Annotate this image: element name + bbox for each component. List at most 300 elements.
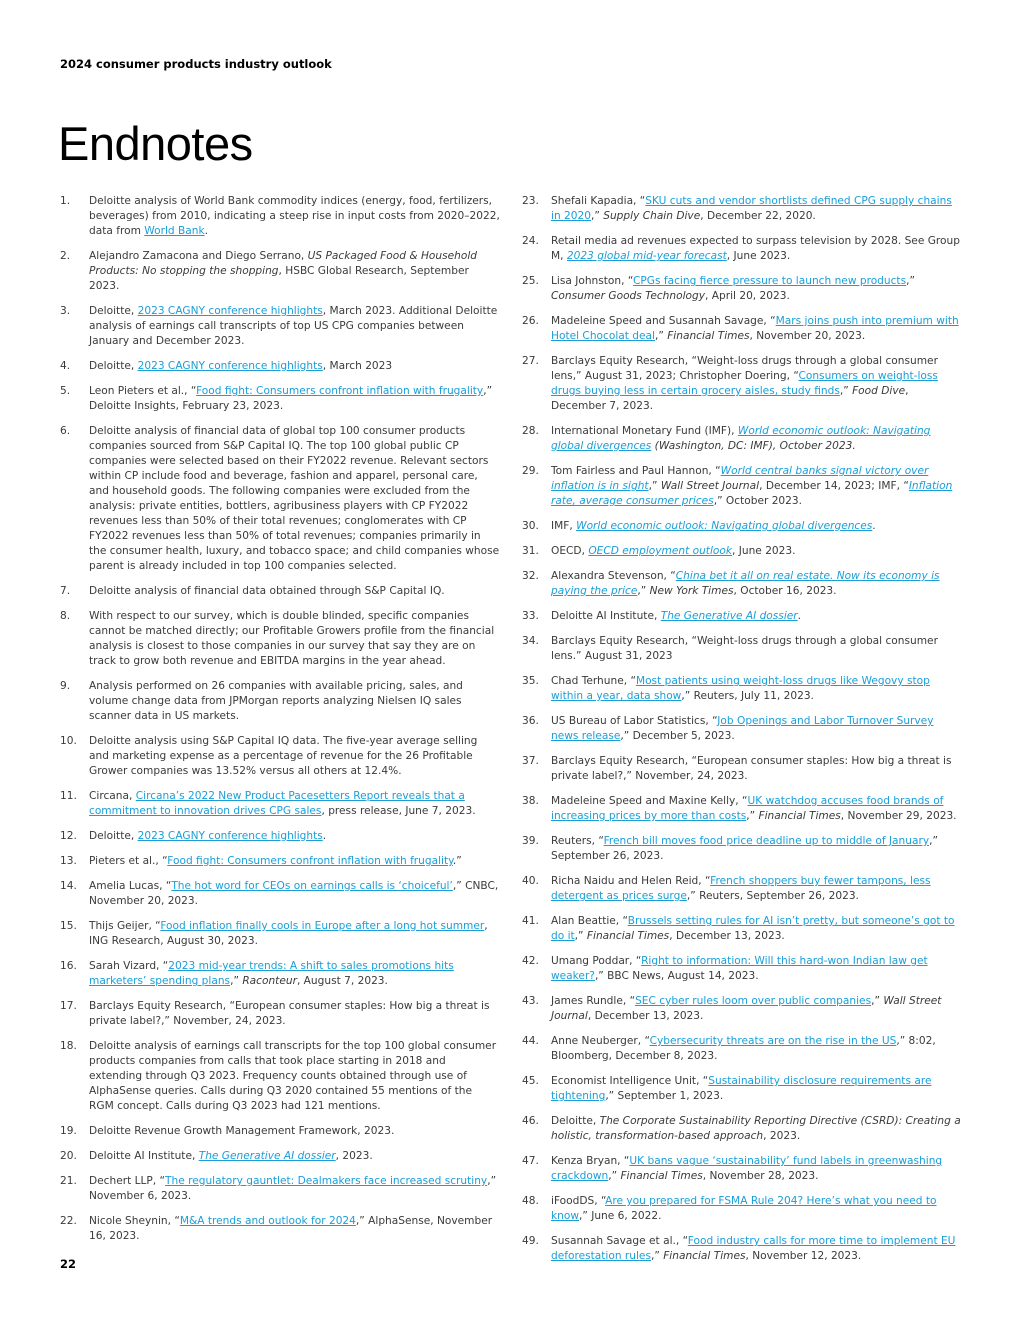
endnote-number: 3.: [60, 305, 71, 317]
endnote-number: 24.: [522, 235, 539, 247]
endnote-text: [551, 545, 796, 557]
endnote-item: [60, 879, 500, 909]
document-header: 2024 consumer products industry outlook: [60, 57, 332, 71]
endnote-item: [60, 584, 500, 599]
endnote-text: [551, 355, 938, 412]
endnote-number: 37.: [522, 755, 539, 767]
endnote-item: [522, 519, 962, 534]
endnote-text: [551, 610, 801, 622]
endnote-text-segment: , December 22, 2020.: [700, 210, 816, 222]
endnote-text: [551, 715, 933, 742]
endnote-text: [551, 465, 952, 507]
endnote-item: [522, 274, 962, 304]
endnote-text-segment: Pieters et al., “: [89, 855, 168, 867]
endnote-text-segment: ,”: [230, 975, 243, 987]
endnote-text-segment: Deloitte,: [551, 1115, 600, 1127]
endnote-italic-text: Food Dive: [852, 385, 906, 397]
endnote-number: 14.: [60, 880, 77, 892]
endnote-item: [522, 954, 962, 984]
endnote-text-segment: , November 28, 2023.: [702, 1170, 819, 1182]
endnote-italic-text: The Corporate Sustainability Reporting Directive (CSRD): Creating a holistic, transformation-based approach: [551, 1115, 961, 1142]
endnote-italic-text: (Washington, DC: IMF), October 2023.: [651, 440, 856, 452]
endnote-text-segment: ,”: [746, 810, 759, 822]
endnote-item: [522, 354, 962, 414]
endnote-number: 41.: [522, 915, 539, 927]
endnote-text-segment: ,” November 6, 2023.: [89, 1175, 497, 1202]
endnote-text: [551, 875, 931, 902]
endnote-text-segment: .: [322, 830, 327, 842]
endnote-number: 49.: [522, 1235, 539, 1247]
endnote-text-segment: Chad Terhune, “: [551, 675, 636, 687]
endnote-number: 2.: [60, 250, 71, 262]
endnote-text: [89, 425, 499, 572]
endnote-item: [522, 834, 962, 864]
endnote-text-segment: ,”: [574, 930, 587, 942]
endnote-text: [551, 675, 930, 702]
endnote-item: [60, 734, 500, 779]
endnote-text-segment: ,” September 1, 2023.: [605, 1090, 724, 1102]
endnote-text-segment: ,”: [637, 585, 650, 597]
endnote-link[interactable]: Circana’s 2022 New Product Pacesetters Report reveals that a commitment to innovation drives CPG sales: [89, 790, 465, 817]
endnote-text-segment: , December 13, 2023.: [669, 930, 785, 942]
endnote-number: 11.: [60, 790, 77, 802]
endnote-text-segment: With respect to our survey, which is double blinded, specific companies cannot be matched directly; our Profitable Growers profile from the financial analysis is closest to those companies in our survey that say they are on track to grow both revenue and EBITDA margins in the year ahead.: [89, 610, 495, 667]
endnote-italic-text: Raconteur: [242, 975, 297, 987]
endnote-link[interactable]: World economic outlook: Navigating global divergences: [551, 425, 931, 452]
endnote-link[interactable]: UK watchdog accuses food brands of increasing prices by more than costs: [551, 795, 944, 822]
endnote-text: [551, 635, 938, 662]
endnote-number: 44.: [522, 1035, 539, 1047]
endnote-item: [60, 999, 500, 1029]
endnote-item: [522, 674, 962, 704]
endnote-number: 42.: [522, 955, 539, 967]
endnote-link[interactable]: Food fight: Consumers confront inflation with frugality: [196, 385, 484, 397]
endnote-link[interactable]: SEC cyber rules loom over public companies: [635, 995, 872, 1007]
endnote-number: 33.: [522, 610, 539, 622]
endnote-link[interactable]: 2023 CAGNY conference highlights: [137, 305, 323, 317]
endnote-link[interactable]: 2023 CAGNY conference highlights: [137, 360, 323, 372]
endnote-text-segment: , 2023.: [335, 1150, 373, 1162]
endnote-item: [60, 829, 500, 844]
endnote-text-segment: , November 20, 2023.: [749, 330, 866, 342]
endnote-link[interactable]: Food inflation finally cools in Europe after a long hot summer: [160, 920, 485, 932]
endnote-link[interactable]: World Bank: [144, 225, 205, 237]
endnote-link[interactable]: SKU cuts and vendor shortlists defined CPG supply chains in 2020: [551, 195, 952, 222]
endnote-text-segment: Tom Fairless and Paul Hannon, “: [551, 465, 721, 477]
endnote-number: 46.: [522, 1115, 539, 1127]
endnote-number: 36.: [522, 715, 539, 727]
endnote-text-segment: US Bureau of Labor Statistics, “: [551, 715, 718, 727]
endnote-text-segment: Anne Neuberger, “: [551, 1035, 650, 1047]
endnote-text-segment: Barclays Equity Research, “Weight-loss drugs through a global consumer lens.” August 31, 2023: [551, 635, 938, 662]
endnote-text-segment: ,” October 2023.: [713, 495, 803, 507]
endnote-text-segment: , ING Research, August 30, 2023.: [89, 920, 488, 947]
endnote-text-segment: ,”: [906, 275, 915, 287]
endnote-link[interactable]: World economic outlook: Navigating global divergences: [576, 520, 873, 532]
endnote-text-segment: Alejandro Zamacona and Diego Serrano,: [89, 250, 308, 262]
endnote-text-segment: ,” BBC News, August 14, 2023.: [594, 970, 759, 982]
endnote-item: [60, 194, 500, 239]
endnote-text: [89, 880, 498, 907]
endnote-text-segment: .”: [452, 855, 462, 867]
endnote-italic-text: Wall Street Journal: [551, 995, 942, 1022]
endnote-text: [551, 995, 941, 1022]
endnote-text: [89, 610, 494, 667]
endnote-link[interactable]: French shoppers buy fewer tampons, less detergent as prices surge: [551, 875, 931, 902]
endnote-link[interactable]: Inflation rate, average consumer prices: [551, 480, 953, 507]
endnote-text-segment: ,” 8:02, Bloomberg, December 8, 2023.: [551, 1035, 936, 1062]
endnote-text-segment: Deloitte analysis of earnings call transcripts for the top 100 global consumer products companies from calls that took place starting in 2018 and extending through Q3 2023. Frequency counts obtained through use of AlphaSense queries. Calls during Q3 2020 contained 55 mentions of the RGM concept. Calls during Q3 2023 had 121 mentions.: [89, 1040, 497, 1112]
endnote-number: 48.: [522, 1195, 539, 1207]
endnote-text: [89, 1150, 373, 1162]
endnote-number: 27.: [522, 355, 539, 367]
endnote-text-segment: , August 7, 2023.: [296, 975, 388, 987]
endnote-text-segment: Thijs Geijer, “: [89, 920, 161, 932]
endnote-text: [551, 1035, 936, 1062]
endnote-text: [89, 195, 500, 237]
endnote-text-segment: Deloitte AI Institute,: [89, 1150, 199, 1162]
endnote-item: [522, 1074, 962, 1104]
endnote-item: [522, 1234, 962, 1264]
endnote-text-segment: , December 14, 2023; IMF, “: [759, 480, 909, 492]
endnote-text-segment: Retail media ad revenues expected to surpass television by 2028. See Group M,: [551, 235, 960, 262]
endnote-text: [89, 585, 445, 597]
endnote-text-segment: Sarah Vizard, “: [89, 960, 169, 972]
endnote-item: [60, 679, 500, 724]
endnote-number: 20.: [60, 1150, 77, 1162]
endnote-text: [551, 1115, 961, 1142]
endnote-italic-text: Financial Times: [586, 930, 670, 942]
endnote-text-segment: , 2023.: [763, 1130, 801, 1142]
endnote-text: [551, 1235, 955, 1262]
endnote-number: 45.: [522, 1075, 539, 1087]
endnote-text-segment: ,” AlphaSense, November 16, 2023.: [89, 1215, 493, 1242]
endnote-text-segment: ,”: [591, 210, 604, 222]
endnote-text-segment: Deloitte analysis of World Bank commodity indices (energy, food, fertilizers, beverages) from 2010, indicating a steep rise in input costs from 2020–2022, data from: [89, 195, 500, 237]
endnote-number: 10.: [60, 735, 77, 747]
endnote-text-segment: , June 2023.: [726, 250, 791, 262]
endnote-text-segment: Deloitte analysis of financial data of global top 100 consumer products companies sourced from S&P Capital IQ. The top 100 global public CP companies were selected based on their FY2022 revenue. Relevant sectors within CP include food and beverage, fashion and apparel, personal care, and household goods. The following companies were excluded from the analysis: private entities, bottlers, agribusiness players with CP FY2022 revenues less than 50% of their total revenues; conglomerates with CP FY2022 revenues less than 50% of total revenues; companies primarily in the consumer health, luxury, and tobacco space; and child companies whose parent is already included in top 100 companies selected.: [89, 425, 500, 572]
page-title: Endnotes: [58, 117, 253, 170]
endnote-item: [60, 854, 500, 869]
endnote-number: 12.: [60, 830, 77, 842]
endnote-text-segment: Deloitte AI Institute,: [551, 610, 661, 622]
endnote-item: [522, 994, 962, 1024]
endnote-text: [89, 920, 488, 947]
endnote-text-segment: , March 2023. Additional Deloitte analysis of earnings call transcripts of top US CPG companies between January and December 2023.: [89, 305, 498, 347]
endnote-text-segment: .: [204, 225, 208, 237]
endnote-link[interactable]: The Generative AI dossier: [660, 610, 798, 622]
endnote-item: [522, 1114, 962, 1144]
endnote-italic-text: Consumer Goods Technology: [551, 290, 706, 302]
endnote-text-segment: International Monetary Fund (IMF),: [551, 425, 738, 437]
endnote-text-segment: Barclays Equity Research, “European consumer staples: How big a threat is private label?,” November, 24, 2023.: [551, 755, 952, 782]
endnote-item: [522, 914, 962, 944]
endnote-link[interactable]: Most patients using weight-loss drugs like Wegovy stop within a year, data show: [551, 675, 930, 702]
endnote-text-segment: ,”: [839, 385, 853, 397]
endnote-text-segment: Dechert LLP, “: [89, 1175, 166, 1187]
endnote-number: 7.: [60, 585, 71, 597]
endnote-item: [60, 1124, 500, 1139]
endnote-number: 35.: [522, 675, 539, 687]
endnote-link[interactable]: Job Openings and Labor Turnover Survey news release: [551, 715, 934, 742]
endnote-text-segment: , April 20, 2023.: [705, 290, 790, 302]
endnote-italic-text: Wall Street Journal: [660, 480, 760, 492]
endnote-text-segment: Madeleine Speed and Maxine Kelly, “: [551, 795, 748, 807]
endnote-text: [89, 1175, 496, 1202]
endnote-text: [551, 1195, 937, 1222]
endnote-italic-text: Financial Times: [620, 1170, 703, 1182]
endnote-text-segment: , December 13, 2023.: [587, 1010, 704, 1022]
endnote-text: [89, 1125, 394, 1137]
endnote-text: [551, 835, 938, 862]
endnote-number: 47.: [522, 1155, 539, 1167]
endnote-item: [60, 249, 500, 294]
endnote-number: 21.: [60, 1175, 77, 1187]
endnote-link[interactable]: Cybersecurity threats are on the rise in the US: [649, 1035, 897, 1047]
endnote-text-segment: ,”: [654, 330, 668, 342]
endnote-text: [551, 315, 959, 342]
endnote-text-segment: ,” Reuters, July 11, 2023.: [681, 690, 814, 702]
endnote-text: [551, 1075, 931, 1102]
endnote-text: [89, 735, 477, 777]
endnote-text-segment: , October 16, 2023.: [733, 585, 837, 597]
endnote-number: 31.: [522, 545, 539, 557]
endnote-link[interactable]: China bet it all on real estate. Now its economy is paying the price: [551, 570, 940, 597]
endnote-number: 19.: [60, 1125, 77, 1137]
endnote-text-segment: ,” CNBC, November 20, 2023.: [89, 880, 499, 907]
endnote-item: [522, 1034, 962, 1064]
endnote-link[interactable]: Are you prepared for FSMA Rule 204? Here’s what you need to know: [551, 1195, 937, 1222]
endnote-text-segment: ,”: [650, 1250, 664, 1262]
endnote-text-segment: James Rundle, “: [551, 995, 636, 1007]
endnote-number: 23.: [522, 195, 539, 207]
endnote-italic-text: New York Times: [649, 585, 734, 597]
endnote-link[interactable]: Mars joins push into premium with Hotel Chocolat deal: [551, 315, 959, 342]
endnote-number: 28.: [522, 425, 539, 437]
endnote-text: [551, 755, 952, 782]
endnote-text-segment: Umang Poddar, “: [551, 955, 642, 967]
endnote-link[interactable]: French bill moves food price deadline up to middle of January: [603, 835, 930, 847]
endnote-link[interactable]: 2023 global mid-year forecast: [566, 250, 727, 262]
endnote-text-segment: Deloitte,: [89, 305, 138, 317]
endnote-text: [89, 250, 477, 292]
endnote-text: [89, 1040, 496, 1112]
endnote-item: [522, 714, 962, 744]
endnote-text-segment: Deloitte analysis using S&P Capital IQ data. The five-year average selling and marketing expense as a percentage of revenue for the 26 Profitable Grower companies was 13.52% versus all others at 12.4%.: [89, 735, 478, 777]
endnote-item: [522, 1194, 962, 1224]
endnote-italic-text: US Packaged Food & Household Products: No stopping the shopping: [89, 250, 478, 277]
endnote-text-segment: Alan Beattie, “: [551, 915, 628, 927]
endnote-text: [89, 830, 326, 842]
endnote-link[interactable]: Brussels setting rules for AI isn’t pretty, but someone’s got to do it: [551, 915, 955, 942]
endnote-text-segment: .: [797, 610, 802, 622]
endnote-text-segment: Alexandra Stevenson, “: [551, 570, 676, 582]
endnote-item: [522, 464, 962, 509]
endnote-item: [522, 609, 962, 624]
endnote-item: [60, 1174, 500, 1204]
endnote-text: [89, 1215, 492, 1242]
endnote-italic-text: Financial Times: [758, 810, 841, 822]
endnote-link[interactable]: Sustainability disclosure requirements are tightening: [551, 1075, 932, 1102]
endnote-item: [522, 234, 962, 264]
endnote-text-segment: ,” June 6, 2022.: [579, 1210, 662, 1222]
endnote-item: [522, 794, 962, 824]
endnote-text-segment: , November 12, 2023.: [745, 1250, 862, 1262]
endnote-italic-text: Financial Times: [663, 1250, 746, 1262]
endnote-text-segment: Deloitte,: [89, 360, 138, 372]
endnote-item: [522, 569, 962, 599]
endnote-item: [60, 359, 500, 374]
endnote-text-segment: IMF,: [551, 520, 577, 532]
endnote-number: 32.: [522, 570, 539, 582]
endnote-text: [551, 520, 876, 532]
endnote-item: [60, 1214, 500, 1244]
endnote-text-segment: Kenza Bryan, “: [551, 1155, 630, 1167]
endnote-text: [551, 795, 957, 822]
endnote-link[interactable]: 2023 mid-year trends: A shift to sales promotions hits marketers’ spending plans: [89, 960, 454, 987]
endnote-item: [522, 194, 962, 224]
endnote-item: [522, 754, 962, 784]
endnote-item: [60, 1039, 500, 1114]
endnotes-left-column: [60, 194, 500, 1254]
endnote-text: [89, 1000, 490, 1027]
endnote-text-segment: Shefali Kapadia, “: [551, 195, 646, 207]
endnote-link[interactable]: CPGs facing fierce pressure to launch new products: [632, 275, 907, 287]
endnote-text-segment: ,” Deloitte Insights, February 23, 2023.: [89, 385, 493, 412]
endnote-link[interactable]: Food industry calls for more time to implement EU deforestation rules: [551, 1235, 956, 1262]
endnote-text-segment: iFoodDS, “: [551, 1195, 606, 1207]
endnote-text-segment: Barclays Equity Research, “Weight-loss drugs through a global consumer lens,” August 31, 2023; Christopher Doering, “: [551, 355, 938, 382]
endnote-text: [89, 305, 497, 347]
endnote-text: [551, 1155, 942, 1182]
endnote-number: 18.: [60, 1040, 77, 1052]
endnote-text-segment: .: [872, 520, 876, 532]
endnote-text-segment: , March 2023: [322, 360, 393, 372]
endnote-text-segment: , November 29, 2023.: [840, 810, 957, 822]
endnote-text: [89, 385, 492, 412]
endnote-number: 39.: [522, 835, 539, 847]
endnote-text-segment: Economist Intelligence Unit, “: [551, 1075, 709, 1087]
endnote-text-segment: , December 7, 2023.: [551, 385, 909, 412]
endnote-number: 13.: [60, 855, 77, 867]
endnote-text: [551, 275, 915, 302]
endnote-number: 8.: [60, 610, 71, 622]
endnote-link[interactable]: The Generative AI dossier: [198, 1150, 336, 1162]
endnote-number: 22.: [60, 1215, 77, 1227]
endnote-link[interactable]: M&A trends and outlook for 2024: [179, 1215, 356, 1227]
endnote-text-segment: Nicole Sheynin, “: [89, 1215, 180, 1227]
endnote-text-segment: Circana,: [89, 790, 136, 802]
endnote-number: 6.: [60, 425, 71, 437]
endnote-link[interactable]: World central banks signal victory over inflation is in sight: [551, 465, 929, 492]
endnote-text-segment: Susannah Savage et al., “: [551, 1235, 688, 1247]
endnote-text: [89, 855, 462, 867]
endnote-number: 43.: [522, 995, 539, 1007]
endnote-link[interactable]: The hot word for CEOs on earnings calls is ‘choiceful’: [171, 880, 453, 892]
endnote-number: 15.: [60, 920, 77, 932]
endnote-link[interactable]: The regulatory gauntlet: Dealmakers face increased scrutiny: [165, 1175, 488, 1187]
endnote-item: [522, 1154, 962, 1184]
endnote-link[interactable]: Food fight: Consumers confront inflation with frugality: [167, 855, 453, 867]
endnote-number: 9.: [60, 680, 71, 692]
endnote-link[interactable]: Consumers on weight-loss drugs buying less in certain grocery aisles, study finds: [551, 370, 938, 397]
endnote-link[interactable]: 2023 CAGNY conference highlights: [137, 830, 323, 842]
endnote-number: 40.: [522, 875, 539, 887]
endnote-item: [522, 314, 962, 344]
endnote-item: [60, 1149, 500, 1164]
endnote-item: [522, 874, 962, 904]
endnote-item: [60, 919, 500, 949]
endnote-item: [60, 609, 500, 669]
endnote-text-segment: Barclays Equity Research, “European consumer staples: How big a threat is private label?,” November, 24, 2023.: [89, 1000, 490, 1027]
endnote-number: 5.: [60, 385, 71, 397]
endnote-item: [522, 424, 962, 454]
endnote-number: 4.: [60, 360, 71, 372]
endnote-item: [60, 959, 500, 989]
endnote-number: 16.: [60, 960, 77, 972]
endnote-text-segment: Deloitte analysis of financial data obtained through S&P Capital IQ.: [89, 585, 445, 597]
endnote-text-segment: ,”: [871, 995, 884, 1007]
endnote-text-segment: Analysis performed on 26 companies with available pricing, sales, and volume change data from JPMorgan reports analyzing Nielsen IQ sales scanner data in US markets.: [89, 680, 463, 722]
endnote-number: 17.: [60, 1000, 77, 1012]
endnote-text-segment: Leon Pieters et al., “: [89, 385, 197, 397]
endnote-link[interactable]: Right to information: Will this hard-won Indian law get weaker?: [551, 955, 928, 982]
endnote-number: 30.: [522, 520, 539, 532]
endnote-item: [60, 424, 500, 574]
endnote-text: [89, 680, 463, 722]
endnote-text: [89, 360, 392, 372]
endnotes-right-column: [522, 194, 962, 1274]
endnote-text: [89, 960, 454, 987]
endnote-item: [60, 789, 500, 819]
endnote-text: [89, 790, 476, 817]
endnote-text-segment: Richa Naidu and Helen Reid, “: [551, 875, 711, 887]
endnote-text: [551, 955, 928, 982]
endnote-text-segment: , press release, June 7, 2023.: [321, 805, 476, 817]
endnote-text-segment: Madeleine Speed and Susannah Savage, “: [551, 315, 776, 327]
endnote-number: 1.: [60, 195, 71, 207]
endnote-text-segment: Lisa Johnston, “: [551, 275, 633, 287]
endnote-number: 26.: [522, 315, 539, 327]
endnote-number: 34.: [522, 635, 539, 647]
endnote-text-segment: ,”: [608, 1170, 621, 1182]
endnote-text-segment: ,” Reuters, September 26, 2023.: [686, 890, 859, 902]
endnote-text-segment: Deloitte Revenue Growth Management Framework, 2023.: [89, 1125, 395, 1137]
endnote-text-segment: Deloitte,: [89, 830, 138, 842]
endnote-number: 29.: [522, 465, 539, 477]
endnote-number: 38.: [522, 795, 539, 807]
endnote-text-segment: ,” September 26, 2023.: [551, 835, 938, 862]
endnote-text: [551, 915, 955, 942]
endnote-item: [60, 384, 500, 414]
endnote-text-segment: , HSBC Global Research, September 2023.: [89, 265, 469, 292]
endnote-number: 25.: [522, 275, 539, 287]
endnote-link[interactable]: UK bans vague ‘sustainability’ fund labels in greenwashing crackdown: [551, 1155, 943, 1182]
endnote-text-segment: OECD,: [551, 545, 589, 557]
endnote-italic-text: Financial Times: [667, 330, 750, 342]
endnote-text-segment: Reuters, “: [551, 835, 604, 847]
endnote-text-segment: ,”: [648, 480, 661, 492]
endnote-text: [551, 570, 940, 597]
endnote-italic-text: Supply Chain Dive: [603, 210, 701, 222]
endnote-text: [551, 235, 960, 262]
endnote-text-segment: ,” December 5, 2023.: [620, 730, 735, 742]
endnote-item: [522, 634, 962, 664]
endnote-text-segment: , June 2023.: [732, 545, 796, 557]
endnote-text-segment: Amelia Lucas, “: [89, 880, 172, 892]
endnote-link[interactable]: OECD employment outlook: [588, 545, 733, 557]
